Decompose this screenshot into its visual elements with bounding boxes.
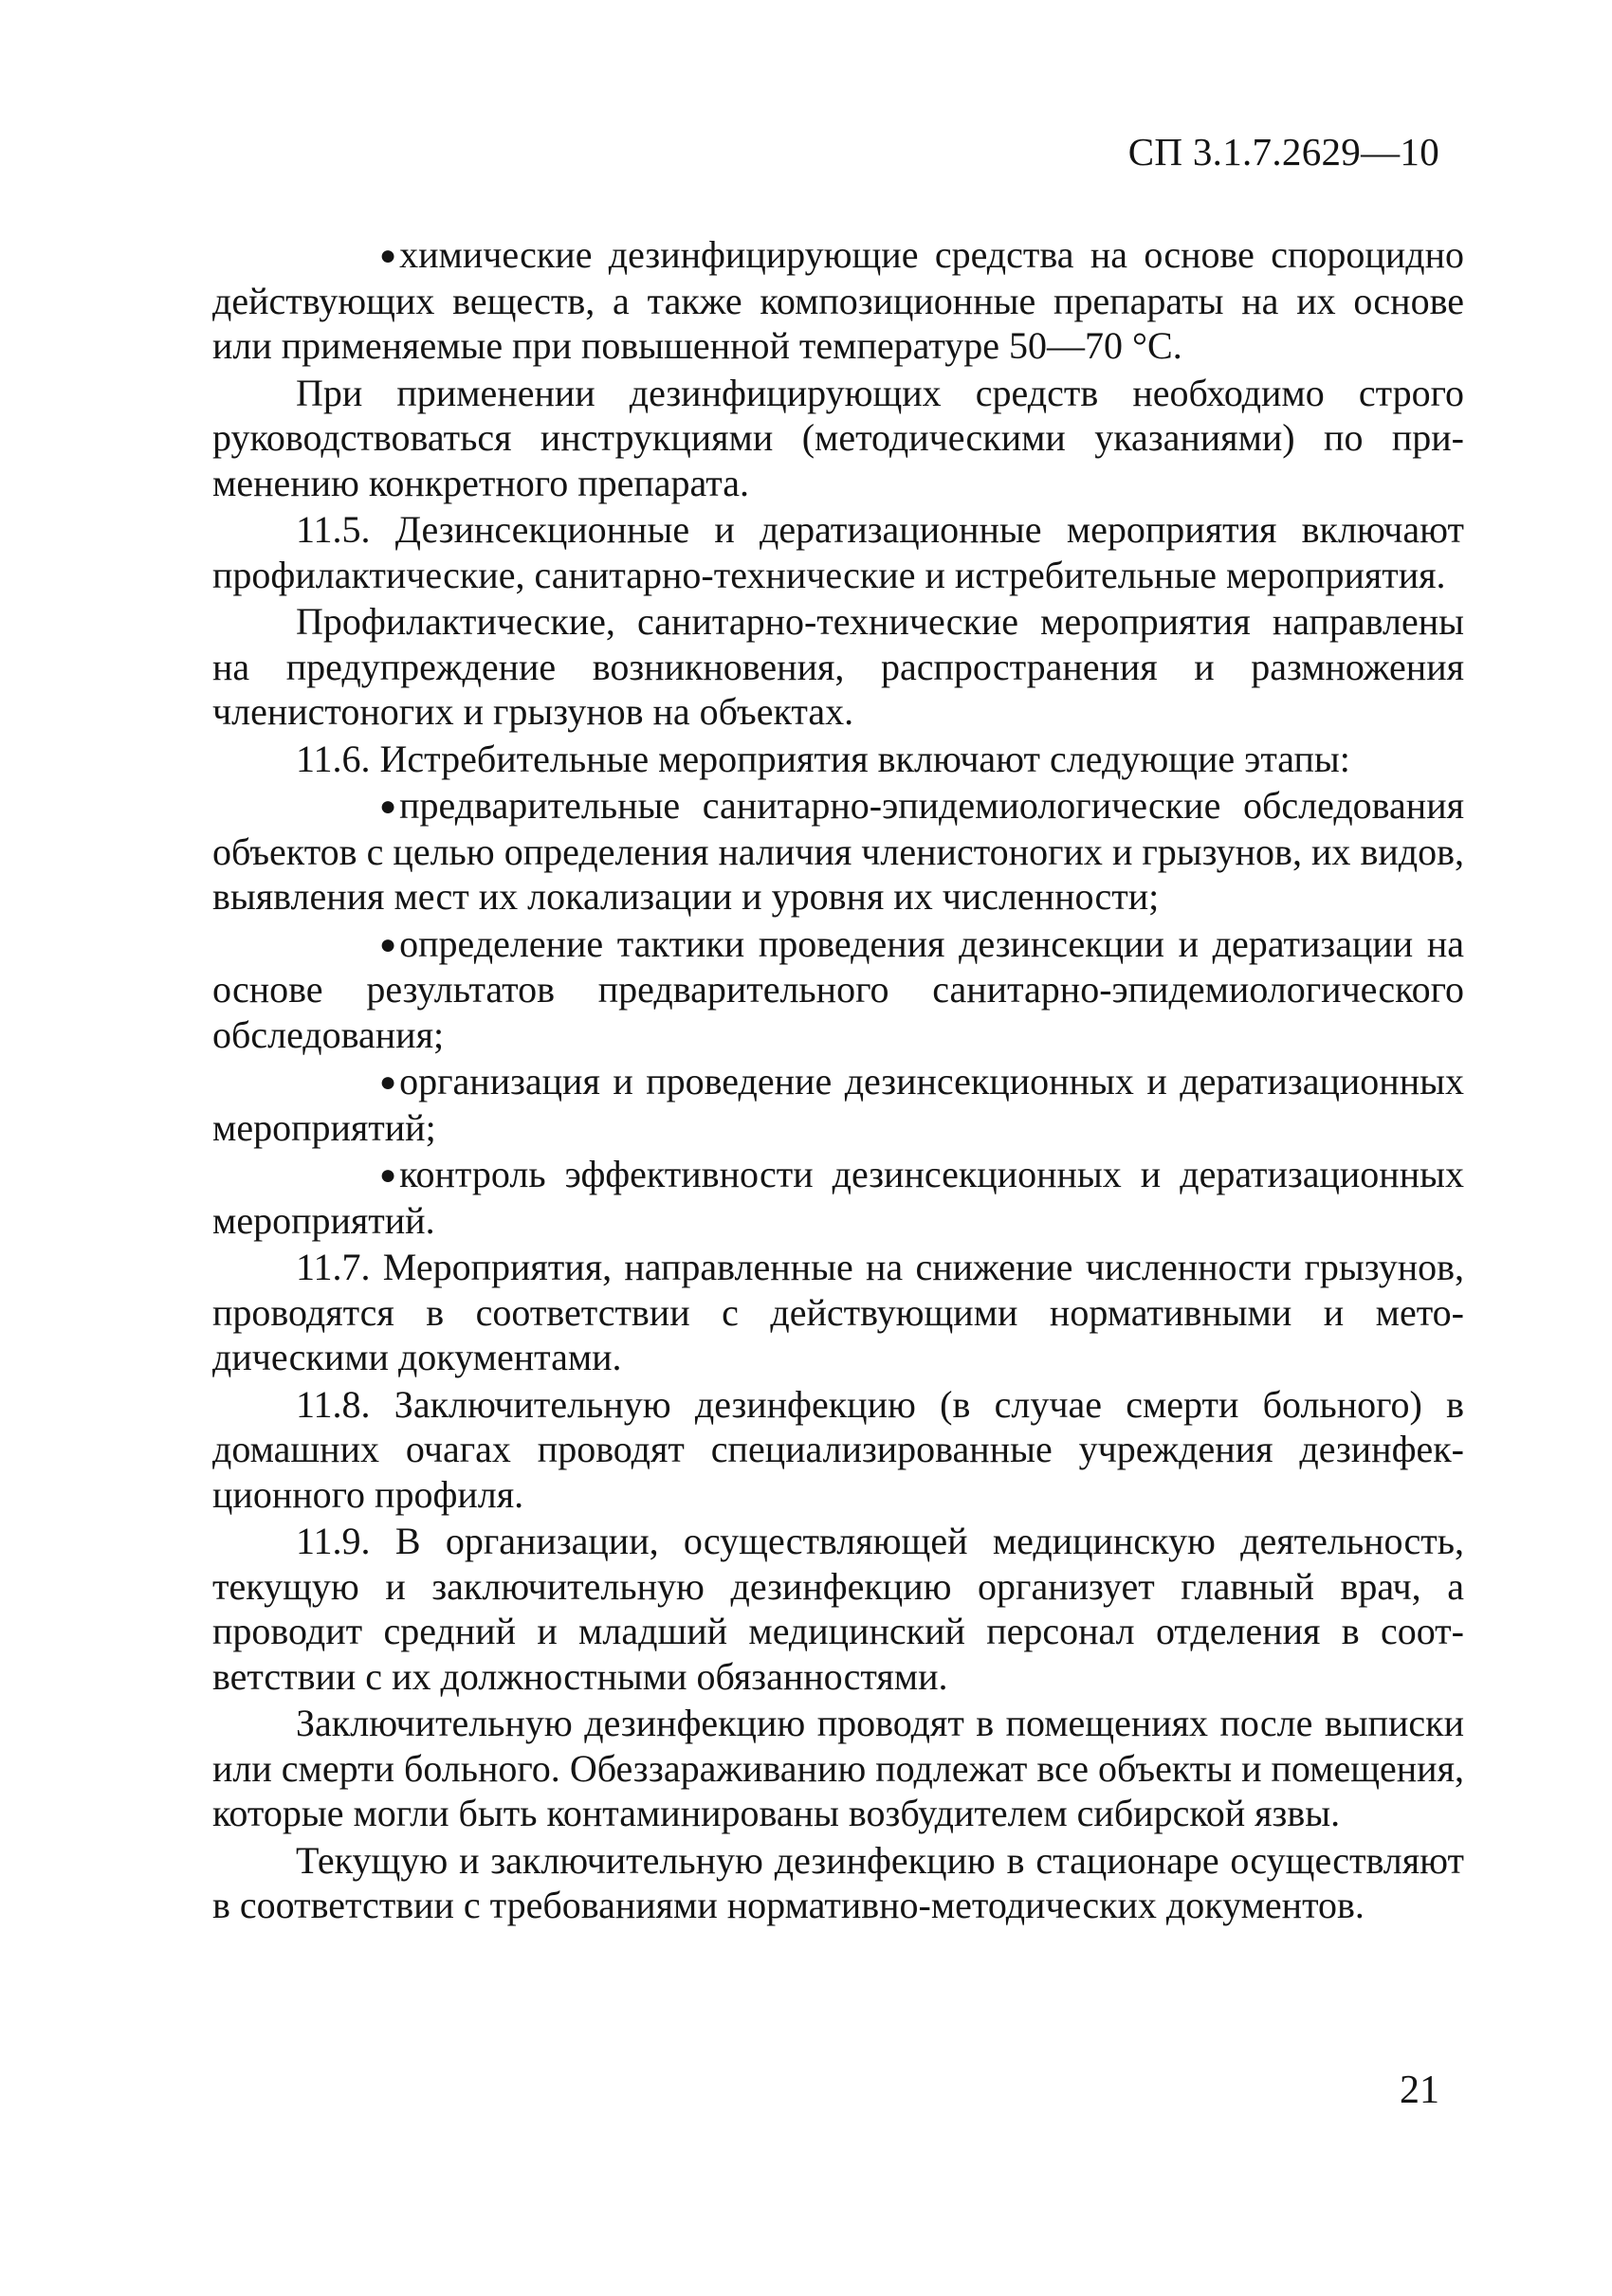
paragraph: Текущую и заключительную дезинфекцию в стационаре осуществляют в соответствии с требованиями нормативно-методических документов. <box>212 1838 1464 1926</box>
bullet-icon: ● <box>379 1066 397 1098</box>
paragraph: Профилактические, санитарно-технические мероприятия направлены на предупреждение возникновения, распространения и размножения членистоногих и грызунов на объектах. <box>212 600 1464 733</box>
section-paragraph-11-9: 11.9. В организации, осуществляющей медицинскую деятельность, текущую и заключительную дезинфекцию организует главный врач, а проводит средний и младший медицинский персонал отделения в соответствии с их должностными обязанностями. <box>212 1520 1464 1698</box>
paragraph-text: организация и проведение дезинсекционных и дератизационных мероприятий; <box>212 1060 1464 1149</box>
bullet-icon: ● <box>379 1159 397 1191</box>
section-paragraph-11-7: 11.7. Мероприятия, направленные на снижение численности грызунов, проводятся в соответствии с действующими нормативными и методическими документами. <box>212 1246 1464 1378</box>
paragraph-text: химические дезинфицирующие средства на основе спороцидно действующих веществ, а также композиционные препараты на их основе или применяемые при повышенной температуре 50—70 °С. <box>212 233 1464 367</box>
bullet-paragraph <box>212 232 1464 369</box>
paragraph-text: предварительные санитарно-эпидемиологические обследования объектов с целью определения наличия членистоногих и грызунов, их видов, выявления мест их локализации и уровня их численности; <box>212 784 1464 918</box>
bullet-paragraph <box>212 1059 1464 1150</box>
paragraph: Заключительную дезинфекцию проводят в помещениях после выписки или смерти больного. Обеззараживанию подлежат все объекты и помещения, которые могли быть контаминированы возбудителем сибирской язвы. <box>212 1702 1464 1834</box>
section-paragraph-11-8: 11.8. Заключительную дезинфекцию (в случае смерти больного) в домашних очагах проводят специализированные учреждения дезинфекционного профиля. <box>212 1382 1464 1516</box>
bullet-icon: ● <box>379 791 397 822</box>
bullet-paragraph <box>212 1152 1464 1243</box>
paragraph-text: контроль эффективности дезинсекционных и дератизационных мероприятий. <box>212 1153 1464 1242</box>
section-paragraph-11-6: 11.6. Истребительные мероприятия включают следующие этапы: <box>296 737 1350 780</box>
bullet-icon: ● <box>379 240 397 271</box>
bullet-paragraph <box>212 783 1464 920</box>
paragraph-text: определение тактики проведения дезинсекции и дератизации на основе результатов предварительного санитарно-эпидемиологического обследования; <box>212 921 1464 1056</box>
document-code-header: СП 3.1.7.2629—10 <box>1127 130 1439 173</box>
bullet-paragraph <box>212 921 1464 1058</box>
bullet-icon: ● <box>379 928 397 960</box>
page-number: 21 <box>1400 2068 1439 2112</box>
paragraph: При применении дезинфицирующих средств необходимо строго руководствоваться инструкциями (методическими указаниями) по применению конкретного препарата. <box>212 371 1464 504</box>
body-text <box>212 232 1464 1930</box>
section-paragraph-11-5: 11.5. Дезинсекционные и дератизационные мероприятия включают профилактические, санитарно-технические и истребительные мероприятия. <box>212 508 1464 596</box>
